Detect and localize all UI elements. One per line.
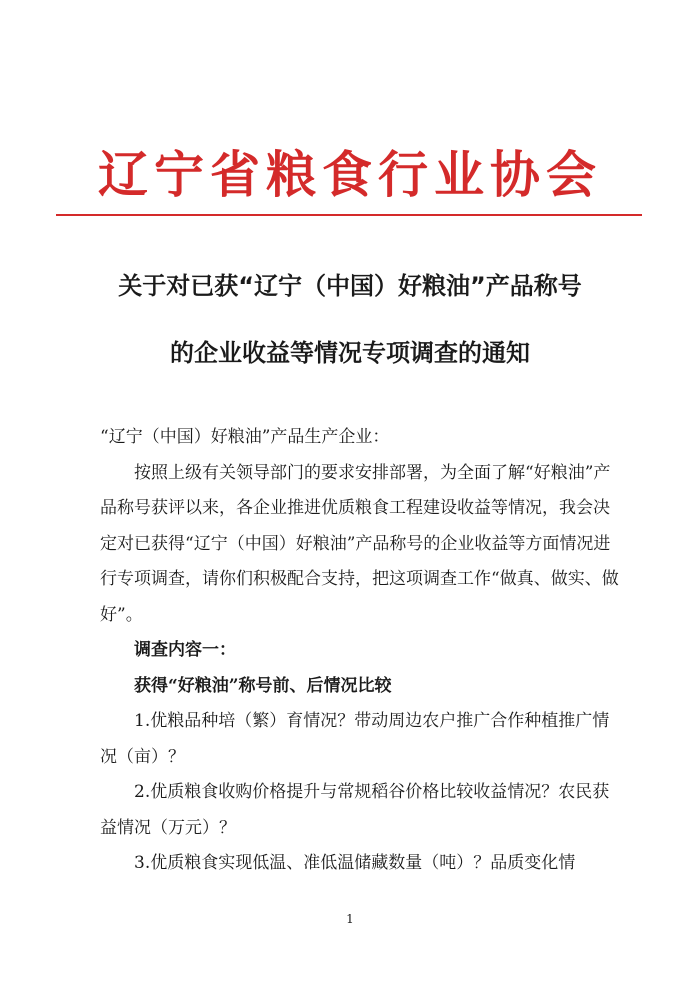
list-item: 2.优质粮食收购价格提升与常规稻谷价格比较收益情况？农民获益情况（万元）？ bbox=[100, 782, 610, 838]
letterhead-divider bbox=[56, 214, 642, 216]
list-item: 3.优质粮食实现低温、准低温储藏数量（吨）？品质变化情 bbox=[134, 853, 576, 873]
section-heading: 调查内容一： bbox=[134, 640, 236, 660]
salutation: “辽宁（中国）好粮油”产品生产企业： bbox=[100, 427, 390, 447]
organization-letterhead: 辽宁省粮食行业协会 bbox=[98, 146, 602, 204]
list-item: 1.优粮品种培（繁）育情况？带动周边农户推广合作种植推广情况（亩）？ bbox=[100, 711, 610, 767]
section-subheading: 获得“好粮油”称号前、后情况比较 bbox=[134, 675, 392, 696]
document-title-line-2: 的企业收益等情况专项调查的通知 bbox=[170, 339, 530, 367]
intro-paragraph: 按照上级有关领导部门的要求安排部署，为全面了解“好粮油”产品称号获评以来，各企业推进优质粮食工程建设收益等情况，我会决定对已获得“辽宁（中国）好粮油”产品称号的企业收益等方面情况进行专项调查，请你们积极配合支持，把这项调查工作“做真、做实、做好”。 bbox=[100, 462, 619, 625]
document-body bbox=[100, 420, 620, 882]
page-number: 1 bbox=[346, 912, 354, 926]
document-title-line-1: 关于对已获“辽宁（中国）好粮油”产品称号 bbox=[118, 272, 582, 300]
